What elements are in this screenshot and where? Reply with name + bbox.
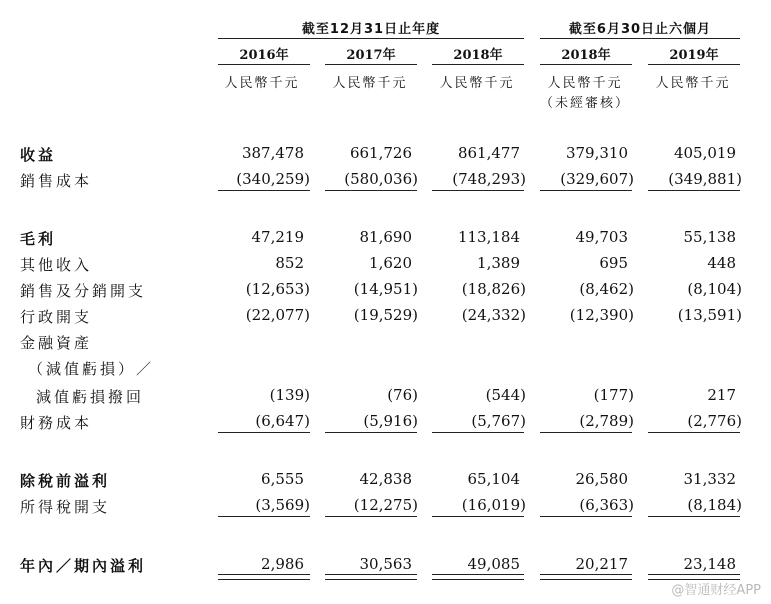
row-label-impairment-2: （減值虧損）／ [28,360,155,378]
unaudited-label: （未經審核） [539,96,630,111]
cell-revenue-2018: 861,477 [457,144,520,162]
cell-ae-2019h: (13,591) [677,306,742,324]
subtotal-rule [432,190,524,191]
subtotal-rule [325,516,417,517]
total-double-rule [218,574,310,580]
year-header-2016: 2016年 [239,48,289,63]
year-rule [432,64,524,65]
subtotal-rule [432,432,524,433]
cell-tax-2018h: (6,363) [579,496,634,514]
total-double-rule [540,574,632,580]
total-double-rule [432,574,524,580]
cell-ae-2017: (19,529) [353,306,418,324]
year-rule [540,64,632,65]
cell-gp-2018h: 49,703 [575,228,628,246]
cell-pfp-2019h: 23,148 [683,555,736,573]
cell-revenue-2018h: 379,310 [565,144,628,162]
cell-tax-2019h: (8,184) [687,496,742,514]
cell-imp-2019h: 217 [707,386,736,404]
cell-oi-2016: 852 [275,254,304,272]
row-label-profit-before-tax: 除稅前溢利 [20,472,111,490]
cell-gp-2019h: 55,138 [683,228,736,246]
cell-pbt-2019h: 31,332 [683,470,736,488]
year-header-2017: 2017年 [346,48,396,63]
cell-se-2016: (12,653) [245,280,310,298]
cell-pbt-2018h: 26,580 [575,470,628,488]
subtotal-rule [218,432,310,433]
cell-pfp-2018: 49,085 [467,555,520,573]
cell-fc-2016: (6,647) [255,412,310,430]
subtotal-rule [218,190,310,191]
row-label-gross-profit: 毛利 [20,230,57,248]
cell-ae-2018h: (12,390) [569,306,634,324]
cell-pbt-2017: 42,838 [359,470,412,488]
row-label-admin-expenses: 行政開支 [20,308,93,326]
cell-fc-2018h: (2,789) [579,412,634,430]
cell-oi-2018: 1,389 [477,254,520,272]
subtotal-rule [325,190,417,191]
header-interim-group: 截至6月30日止六個月 [568,22,712,37]
subtotal-rule [648,432,740,433]
cell-cos-2018h: (329,607) [560,170,634,188]
cell-gp-2016: 47,219 [251,228,304,246]
cell-imp-2016: (139) [269,386,310,404]
cell-cos-2017: (580,036) [344,170,418,188]
cell-imp-2017: (76) [387,386,418,404]
watermark: @智通财经APP [671,583,761,598]
year-header-2018: 2018年 [453,48,503,63]
header-annual-rule [218,38,524,39]
cell-pfp-2016: 2,986 [261,555,304,573]
cell-imp-2018: (544) [485,386,526,404]
cell-oi-2017: 1,620 [369,254,412,272]
cell-se-2019h: (8,104) [687,280,742,298]
cell-pfp-2018h: 20,217 [575,555,628,573]
unit-label: 人民幣千元 [439,76,515,91]
row-label-revenue: 收益 [20,146,57,164]
cell-tax-2017: (12,275) [353,496,418,514]
cell-pbt-2016: 6,555 [261,470,304,488]
cell-tax-2018: (16,019) [461,496,526,514]
row-label-finance-costs: 財務成本 [20,414,93,432]
cell-cos-2019h: (349,881) [668,170,742,188]
row-label-selling-expenses: 銷售及分銷開支 [20,282,147,300]
cell-fc-2018: (5,767) [471,412,526,430]
subtotal-rule [540,516,632,517]
cell-tax-2016: (3,569) [255,496,310,514]
subtotal-rule [648,190,740,191]
cell-gp-2018: 113,184 [457,228,520,246]
unit-label: 人民幣千元 [655,76,731,91]
row-label-other-income: 其他收入 [20,256,93,274]
unit-label: 人民幣千元 [224,76,300,91]
subtotal-rule [325,432,417,433]
cell-gp-2017: 81,690 [359,228,412,246]
cell-se-2018: (18,826) [461,280,526,298]
cell-se-2017: (14,951) [353,280,418,298]
cell-cos-2016: (340,259) [236,170,310,188]
cell-ae-2018: (24,332) [461,306,526,324]
cell-fc-2017: (5,916) [363,412,418,430]
cell-fc-2019h: (2,776) [687,412,742,430]
subtotal-rule [540,432,632,433]
cell-revenue-2016: 387,478 [241,144,304,162]
row-label-cost-of-sales: 銷售成本 [20,172,93,190]
cell-cos-2018: (748,293) [452,170,526,188]
cell-imp-2018h: (177) [593,386,634,404]
cell-oi-2019h: 448 [707,254,736,272]
subtotal-rule [648,516,740,517]
row-label-income-tax: 所得稅開支 [20,498,111,516]
cell-se-2018h: (8,462) [579,280,634,298]
cell-ae-2016: (22,077) [245,306,310,324]
cell-pfp-2017: 30,563 [359,555,412,573]
year-rule [648,64,740,65]
year-rule [218,64,310,65]
row-label-profit-for-period: 年內／期內溢利 [20,557,147,575]
header-interim-rule [540,38,740,39]
year-header-2019-interim: 2019年 [669,48,719,63]
year-rule [325,64,417,65]
subtotal-rule [540,190,632,191]
row-label-impairment-1: 金融資產 [20,334,93,352]
subtotal-rule [218,516,310,517]
cell-oi-2018h: 695 [599,254,628,272]
unit-label: 人民幣千元 [332,76,408,91]
total-double-rule [325,574,417,580]
cell-pbt-2018: 65,104 [467,470,520,488]
unit-label: 人民幣千元 [547,76,623,91]
header-annual-group: 截至12月31日止年度 [301,22,441,37]
cell-revenue-2019h: 405,019 [673,144,736,162]
row-label-impairment-3: 減值虧損撥回 [36,388,145,406]
cell-revenue-2017: 661,726 [349,144,412,162]
year-header-2018-interim: 2018年 [561,48,611,63]
subtotal-rule [432,516,524,517]
